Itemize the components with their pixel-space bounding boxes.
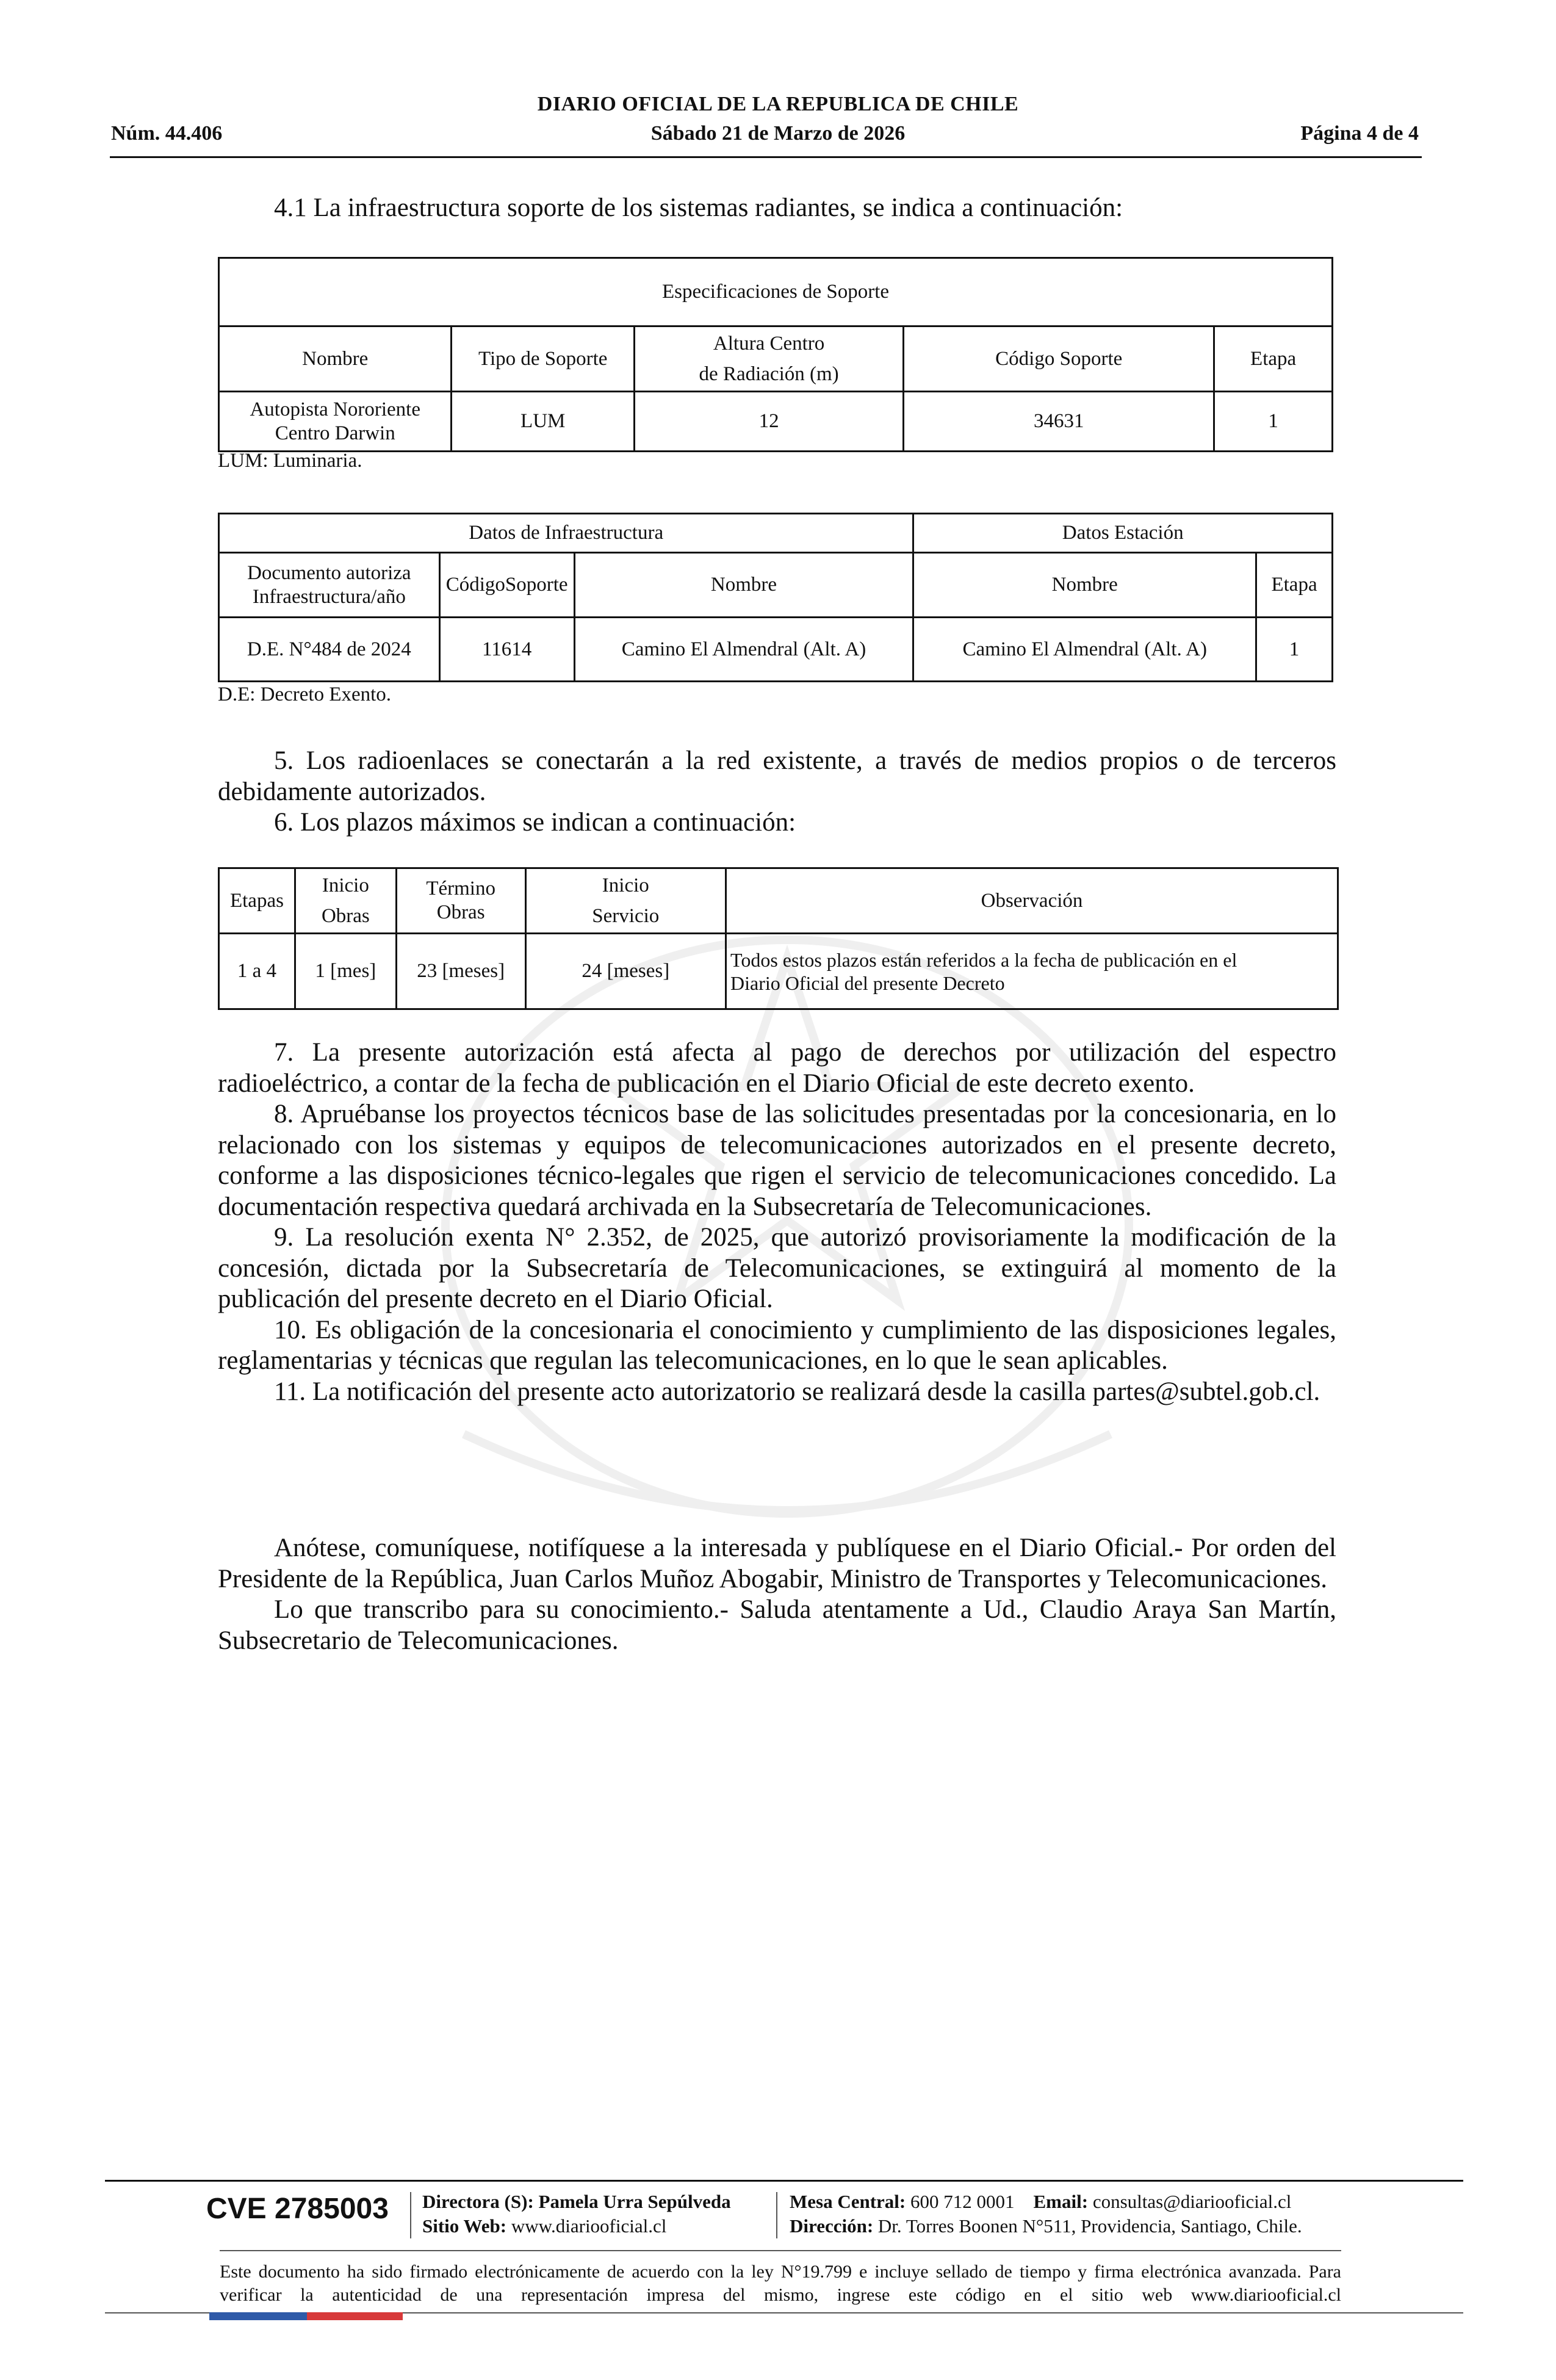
paragraph-7: 7. La presente autorización está afecta al pago de derechos por utilización del espectro radioeléctrico, a contar de la fecha de publicación en el Diario Oficial de este decreto exento. — [218, 1038, 1336, 1098]
table-footnote: LUM: Luminaria. — [218, 450, 362, 472]
table-header-cell: Etapas — [219, 868, 295, 934]
header-divider — [110, 156, 1422, 158]
web-label: Sitio Web: — [422, 2215, 507, 2237]
legal-notice: Este documento ha sido firmado electrónicamente de acuerdo con la ley N°19.799 e incluye sellado de tiempo y firma electrónica avanzada. Para verificar la autenticidad de una representación impresa del mismo, ingrese este código en el sitio web www.diariooficial.cl — [220, 2262, 1341, 2305]
table-cell: D.E. N°484 de 2024 — [219, 618, 440, 682]
table-header-cell: CódigoSoporte — [439, 553, 574, 618]
table-cell: LUM — [452, 392, 635, 452]
paragraph-9: 9. La resolución exenta N° 2.352, de 2025, que autorizó provisoriamente la modificación de la concesión, dictada por la Subsecretaría de Telecomunicaciones, se extinguirá al momento de la publicación del presente decreto en el Diario Oficial. — [218, 1223, 1336, 1313]
infrastructure-table — [218, 513, 1333, 682]
footer-top-rule — [105, 2180, 1463, 2182]
phone-value: 600 712 0001 — [910, 2191, 1015, 2212]
header-line: Documento autoriza — [247, 561, 411, 584]
table-header-cell: Nombre — [219, 326, 452, 392]
table-row — [219, 392, 1333, 452]
table-header-cell — [396, 868, 525, 934]
numbered-paragraphs — [218, 1037, 1336, 1407]
table-group-header: Especificaciones de Soporte — [219, 258, 1333, 326]
director-label: Directora (S): Pamela Urra Sepúlveda — [422, 2191, 731, 2212]
header-line: Altura Centro — [713, 333, 825, 355]
phone-label: Mesa Central: — [790, 2191, 906, 2212]
email-label: Email: — [1033, 2191, 1089, 2212]
paragraph-5: 5. Los radioenlaces se conectarán a la red existente, a través de medios propios o de terceros debidamente autorizados. — [218, 746, 1336, 806]
table-cell: 23 [meses] — [396, 934, 525, 1009]
cell-line: Diario Oficial del presente Decreto — [730, 972, 1005, 994]
header-line: Inicio — [322, 874, 369, 896]
header-line: Inicio — [602, 874, 649, 896]
cell-line: Todos estos plazos están referidos a la fecha de publicación en el — [730, 948, 1237, 971]
cell-line: Autopista Nororiente — [250, 398, 420, 420]
header-line: Infraestructura/año — [252, 585, 406, 608]
page-indicator: Página 4 de 4 — [1300, 122, 1419, 145]
issue-number: Núm. 44.406 — [111, 122, 223, 145]
table-header-cell: Nombre — [913, 553, 1256, 618]
table-header-cell: Etapa — [1214, 326, 1333, 392]
table-cell: 11614 — [439, 618, 574, 682]
table-header-cell — [634, 326, 903, 392]
table-footnote: D.E: Decreto Exento. — [218, 683, 392, 705]
table-group-header: Datos Estación — [913, 514, 1333, 553]
header-line: Obras — [436, 901, 485, 923]
footer-separator — [410, 2192, 411, 2238]
newspaper-title: DIARIO OFICIAL DE LA REPUBLICA DE CHILE — [537, 93, 1019, 115]
table-header-cell: Nombre — [574, 553, 913, 618]
table-cell: 1 a 4 — [219, 934, 295, 1009]
table-cell: 1 — [1256, 618, 1333, 682]
footer-director-block — [422, 2190, 731, 2238]
table-cell: 1 [mes] — [295, 934, 396, 1009]
table-cell — [219, 392, 452, 452]
table-cell — [726, 934, 1338, 1009]
paragraph-10: 10. Es obligación de la concesionaria el conocimiento y cumplimiento de las disposiciones legales, reglamentarias y técnicas que regulan las telecomunicaciones, en lo que le sean aplicables. — [218, 1315, 1336, 1375]
table-row — [219, 618, 1333, 682]
table-cell: 12 — [634, 392, 903, 452]
header-line: Obras — [321, 905, 370, 927]
paragraph-8: 8. Apruébanse los proyectos técnicos base de las solicitudes presentadas por la concesionaria, en lo relacionado con los sistemas y equipos de telecomunicaciones autorizados en el presente decreto, conforme a las disposiciones técnico-legales que rigen el servicio de telecomunicaciones concedido. La documentación respectiva quedará archivada en la Subsecretaría de Telecomunicaciones. — [218, 1100, 1336, 1221]
cell-line: Centro Darwin — [275, 422, 395, 444]
deadlines-table — [218, 867, 1339, 1010]
header-line: de Radiación (m) — [699, 363, 839, 385]
address-label: Dirección: — [790, 2215, 874, 2237]
table-cell: Camino El Almendral (Alt. A) — [913, 618, 1256, 682]
header-line: Término — [426, 878, 495, 900]
table-cell: 34631 — [904, 392, 1214, 452]
website-link[interactable]: www.diariooficial.cl — [511, 2215, 667, 2237]
table-row — [219, 934, 1338, 1009]
table-header-cell: Tipo de Soporte — [452, 326, 635, 392]
table-cell: 24 [meses] — [525, 934, 726, 1009]
table-cell: Camino El Almendral (Alt. A) — [574, 618, 913, 682]
table-header-cell — [219, 553, 440, 618]
footer-contact-block — [790, 2190, 1369, 2238]
header-line: Servicio — [592, 905, 660, 927]
closing-paragraph: Lo que transcribo para su conocimiento.- Saluda atentamente a Ud., Claudio Araya San Martín, Subsecretario de Telecomunicaciones. — [218, 1595, 1336, 1655]
footer-separator — [776, 2192, 777, 2238]
paragraph-6: 6. Los plazos máximos se indican a continuación: — [274, 808, 796, 837]
table-header-cell — [295, 868, 396, 934]
section-4-1-intro: 4.1 La infraestructura soporte de los sistemas radiantes, se indica a continuación: — [274, 193, 1123, 222]
closing-block — [218, 1533, 1336, 1656]
table-group-header: Datos de Infraestructura — [219, 514, 913, 553]
address-value: Dr. Torres Boonen N°511, Providencia, Santiago, Chile. — [877, 2215, 1302, 2237]
table-header-cell: Etapa — [1256, 553, 1333, 618]
email-link[interactable]: consultas@diariooficial.cl — [1092, 2191, 1292, 2212]
table-cell: 1 — [1214, 392, 1333, 452]
flag-stripe-red — [307, 2312, 403, 2320]
table-header-cell — [525, 868, 726, 934]
paragraph-11: 11. La notificación del presente acto autorizatorio se realizará desde la casilla partes@subtel.gob.cl. — [274, 1377, 1320, 1406]
table-header-cell: Código Soporte — [904, 326, 1214, 392]
flag-stripe-blue — [209, 2312, 307, 2320]
issue-date: Sábado 21 de Marzo de 2026 — [650, 122, 906, 145]
support-specs-table — [218, 257, 1333, 452]
closing-paragraph: Anótese, comuníquese, notifíquese a la interesada y publíquese en el Diario Oficial.- Por orden del Presidente de la República, Juan Carlos Muñoz Abogabir, Ministro de Transportes y Telecomunicaciones. — [218, 1534, 1336, 1593]
cve-code: CVE 2785003 — [206, 2193, 389, 2225]
table-header-cell: Observación — [726, 868, 1338, 934]
footer-mid-rule — [220, 2250, 1341, 2251]
